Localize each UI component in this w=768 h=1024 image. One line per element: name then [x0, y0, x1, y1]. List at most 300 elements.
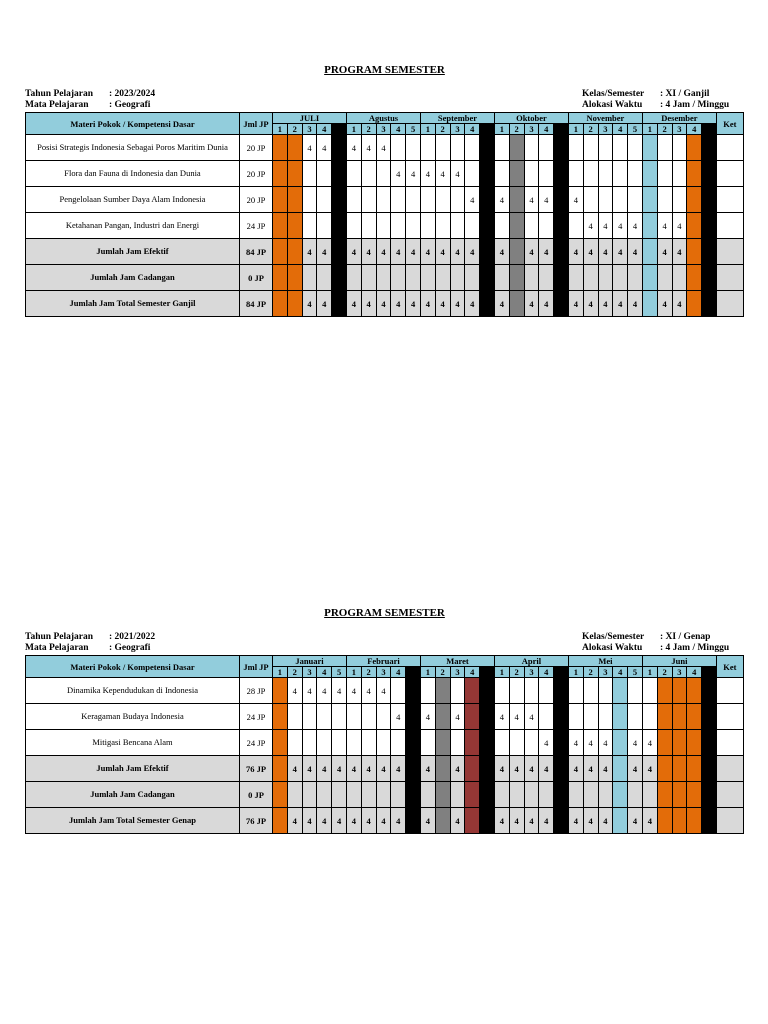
week-cell [287, 704, 302, 730]
week-cell [376, 730, 391, 756]
week-cell [672, 161, 687, 187]
week-cell [465, 161, 480, 187]
week-cell: 4 [583, 291, 598, 317]
week-cell [420, 782, 435, 808]
week-cell [346, 265, 361, 291]
week-cell: 4 [494, 239, 509, 265]
week-cell [287, 782, 302, 808]
week-cell [524, 161, 539, 187]
header-week: 3 [524, 667, 539, 678]
alokasi-label: Alokasi Waktu [582, 643, 643, 653]
week-cell: 4 [583, 730, 598, 756]
week-cell [642, 135, 657, 161]
week-cell: 4 [539, 808, 554, 834]
header-week: 5 [628, 124, 643, 135]
week-cell: 4 [361, 135, 376, 161]
week-cell [435, 213, 450, 239]
header-week: 4 [317, 124, 332, 135]
ket-cell [716, 678, 743, 704]
week-cell [376, 782, 391, 808]
kelas-value: : XI / Ganjil [660, 89, 710, 99]
week-cell [273, 704, 288, 730]
header-week: 3 [672, 667, 687, 678]
week-cell: 4 [494, 756, 509, 782]
week-cell: 4 [568, 291, 583, 317]
week-cell [568, 678, 583, 704]
week-cell [302, 187, 317, 213]
week-cell: 4 [376, 808, 391, 834]
week-cell: 4 [391, 704, 406, 730]
week-cell: 4 [406, 291, 421, 317]
week-cell [568, 265, 583, 291]
week-cell: 4 [509, 756, 524, 782]
week-cell [672, 808, 687, 834]
week-cell [317, 704, 332, 730]
jp-cell: 0 JP [240, 782, 273, 808]
week-cell [302, 782, 317, 808]
week-cell [287, 265, 302, 291]
week-cell [509, 135, 524, 161]
week-cell [642, 704, 657, 730]
week-cell [568, 161, 583, 187]
week-cell [672, 265, 687, 291]
week-cell: 4 [420, 291, 435, 317]
week-cell [687, 782, 702, 808]
week-cell: 4 [420, 756, 435, 782]
table-row [26, 239, 744, 265]
week-cell [672, 730, 687, 756]
week-cell [317, 187, 332, 213]
week-cell: 4 [435, 161, 450, 187]
header-month: Maret [420, 656, 494, 667]
week-cell: 4 [598, 213, 613, 239]
week-cell [539, 135, 554, 161]
week-cell [628, 265, 643, 291]
header-week: 3 [302, 124, 317, 135]
week-cell [524, 730, 539, 756]
week-cell: 4 [435, 239, 450, 265]
week-cell [628, 187, 643, 213]
header-week: 1 [420, 667, 435, 678]
ket-cell [716, 239, 743, 265]
header-week: 3 [598, 124, 613, 135]
week-cell [657, 756, 672, 782]
week-cell: 4 [317, 135, 332, 161]
week-cell [406, 730, 421, 756]
header-week: 4 [539, 124, 554, 135]
week-cell [332, 187, 347, 213]
week-cell [332, 161, 347, 187]
week-cell: 4 [583, 756, 598, 782]
jp-cell: 24 JP [240, 704, 273, 730]
week-cell: 4 [613, 239, 628, 265]
header-jml-jp: Jml JP [240, 656, 273, 678]
table-row [26, 782, 744, 808]
week-cell [406, 265, 421, 291]
week-cell [287, 239, 302, 265]
week-cell: 4 [361, 756, 376, 782]
week-cell: 4 [539, 291, 554, 317]
week-cell: 4 [494, 704, 509, 730]
week-cell [509, 239, 524, 265]
week-cell: 4 [302, 756, 317, 782]
week-cell [302, 730, 317, 756]
header-week [554, 667, 569, 678]
week-cell [480, 239, 495, 265]
alokasi-label: Alokasi Waktu [582, 100, 643, 110]
week-cell [702, 291, 717, 317]
week-cell [273, 213, 288, 239]
week-cell [332, 704, 347, 730]
week-cell: 4 [361, 239, 376, 265]
week-cell [273, 808, 288, 834]
week-cell [642, 187, 657, 213]
week-cell [494, 265, 509, 291]
header-week [406, 667, 421, 678]
week-cell [480, 782, 495, 808]
week-cell [702, 730, 717, 756]
week-cell [346, 704, 361, 730]
week-cell [391, 782, 406, 808]
week-cell [273, 730, 288, 756]
week-cell [465, 135, 480, 161]
week-cell: 4 [628, 213, 643, 239]
week-cell [273, 135, 288, 161]
week-cell: 4 [302, 239, 317, 265]
week-cell: 4 [583, 808, 598, 834]
week-cell [524, 265, 539, 291]
week-cell: 4 [613, 291, 628, 317]
header-month: Desember [642, 113, 716, 124]
header-week: 4 [391, 667, 406, 678]
week-cell: 4 [524, 704, 539, 730]
week-cell: 4 [628, 808, 643, 834]
tahun-value: : 2021/2022 [109, 632, 156, 642]
week-cell [332, 239, 347, 265]
header-week: 1 [420, 124, 435, 135]
meta-left [25, 89, 155, 111]
week-cell [554, 704, 569, 730]
jp-cell: 0 JP [240, 265, 273, 291]
week-cell [302, 161, 317, 187]
week-cell [672, 782, 687, 808]
week-cell [287, 291, 302, 317]
week-cell [435, 187, 450, 213]
week-cell: 4 [361, 808, 376, 834]
meta-left [25, 632, 155, 654]
week-cell [583, 782, 598, 808]
table-row [26, 161, 744, 187]
week-cell [435, 808, 450, 834]
week-cell [554, 187, 569, 213]
week-cell: 4 [598, 808, 613, 834]
week-cell [465, 213, 480, 239]
header-week: 3 [376, 667, 391, 678]
week-cell [554, 730, 569, 756]
week-cell: 4 [672, 291, 687, 317]
week-cell [657, 265, 672, 291]
week-cell [332, 265, 347, 291]
week-cell [391, 730, 406, 756]
week-cell [657, 161, 672, 187]
header-week [332, 124, 347, 135]
week-cell [568, 213, 583, 239]
week-cell [317, 161, 332, 187]
week-cell [657, 135, 672, 161]
kelas-label: Kelas/Semester [582, 632, 645, 642]
table-row [26, 187, 744, 213]
week-cell: 4 [494, 291, 509, 317]
table-row [26, 756, 744, 782]
jp-cell: 24 JP [240, 730, 273, 756]
week-cell [554, 678, 569, 704]
week-cell [687, 135, 702, 161]
week-cell [672, 756, 687, 782]
week-cell [420, 730, 435, 756]
header-jml-jp: Jml JP [240, 113, 273, 135]
week-cell [435, 730, 450, 756]
week-cell [273, 291, 288, 317]
week-cell [524, 678, 539, 704]
materi-cell: Jumlah Jam Total Semester Genap [26, 808, 240, 834]
week-cell: 4 [509, 704, 524, 730]
week-cell: 4 [642, 756, 657, 782]
week-cell [702, 161, 717, 187]
week-cell: 4 [302, 808, 317, 834]
header-week: 5 [628, 667, 643, 678]
week-cell [480, 291, 495, 317]
header-week: 1 [568, 124, 583, 135]
header-month: April [494, 656, 568, 667]
week-cell [480, 704, 495, 730]
week-cell [687, 265, 702, 291]
week-cell [273, 187, 288, 213]
week-cell [465, 678, 480, 704]
week-cell [524, 213, 539, 239]
week-cell: 4 [642, 730, 657, 756]
week-cell [480, 161, 495, 187]
week-cell: 4 [361, 678, 376, 704]
week-cell [583, 135, 598, 161]
jp-cell: 76 JP [240, 808, 273, 834]
week-cell: 4 [346, 239, 361, 265]
week-cell [628, 135, 643, 161]
week-cell [613, 135, 628, 161]
week-cell [361, 161, 376, 187]
table-row [26, 213, 744, 239]
week-cell: 4 [420, 704, 435, 730]
week-cell [598, 782, 613, 808]
header-week: 2 [435, 667, 450, 678]
kelas-label: Kelas/Semester [582, 89, 645, 99]
week-cell: 4 [391, 161, 406, 187]
week-cell [687, 756, 702, 782]
week-cell [302, 213, 317, 239]
week-cell [494, 161, 509, 187]
week-cell: 4 [391, 808, 406, 834]
week-cell [687, 678, 702, 704]
week-cell [480, 756, 495, 782]
week-cell: 4 [583, 213, 598, 239]
header-week: 4 [465, 667, 480, 678]
week-cell [642, 213, 657, 239]
week-cell [687, 187, 702, 213]
week-cell: 4 [420, 808, 435, 834]
week-cell [465, 704, 480, 730]
week-cell [598, 265, 613, 291]
week-cell [361, 265, 376, 291]
week-cell [702, 135, 717, 161]
header-week: 4 [687, 124, 702, 135]
week-cell [435, 678, 450, 704]
week-cell [687, 239, 702, 265]
week-cell [672, 187, 687, 213]
week-cell: 4 [346, 678, 361, 704]
week-cell: 4 [391, 291, 406, 317]
week-cell [494, 678, 509, 704]
week-cell [702, 704, 717, 730]
week-cell [420, 265, 435, 291]
week-cell [376, 187, 391, 213]
week-cell: 4 [598, 730, 613, 756]
week-cell [598, 161, 613, 187]
week-cell [642, 291, 657, 317]
header-week [702, 667, 717, 678]
week-cell [642, 239, 657, 265]
jp-cell: 28 JP [240, 678, 273, 704]
header-month: Mei [568, 656, 642, 667]
week-cell [391, 265, 406, 291]
week-cell: 4 [657, 239, 672, 265]
week-cell [598, 678, 613, 704]
table-row [26, 678, 744, 704]
week-cell [317, 730, 332, 756]
week-cell [702, 808, 717, 834]
ket-cell [716, 808, 743, 834]
header-month: Juni [642, 656, 716, 667]
week-cell [361, 187, 376, 213]
week-cell: 4 [598, 756, 613, 782]
week-cell [420, 187, 435, 213]
week-cell [702, 678, 717, 704]
week-cell [406, 704, 421, 730]
week-cell: 4 [598, 239, 613, 265]
week-cell [657, 678, 672, 704]
header-month: November [568, 113, 642, 124]
header-month: September [420, 113, 494, 124]
week-cell [480, 678, 495, 704]
header-week: 2 [509, 124, 524, 135]
week-cell [494, 782, 509, 808]
week-cell: 4 [568, 239, 583, 265]
table-row [26, 704, 744, 730]
week-cell [450, 782, 465, 808]
week-cell [287, 213, 302, 239]
week-cell: 4 [420, 161, 435, 187]
week-cell [287, 161, 302, 187]
week-cell: 4 [302, 678, 317, 704]
week-cell [465, 808, 480, 834]
header-week: 1 [346, 124, 361, 135]
header-month: Januari [273, 656, 347, 667]
week-cell [657, 730, 672, 756]
semester-ganjil-section [25, 64, 744, 324]
week-cell [642, 782, 657, 808]
week-cell [554, 808, 569, 834]
header-week: 3 [376, 124, 391, 135]
program-semester-table [25, 112, 744, 317]
week-cell: 4 [317, 239, 332, 265]
week-cell [642, 161, 657, 187]
week-cell [273, 782, 288, 808]
week-cell [613, 782, 628, 808]
tahun-label: Tahun Pelajaran [25, 632, 94, 642]
table-row [26, 265, 744, 291]
week-cell: 4 [391, 239, 406, 265]
meta-right [582, 632, 729, 654]
week-cell [509, 678, 524, 704]
week-cell [657, 187, 672, 213]
week-cell [554, 782, 569, 808]
ket-cell [716, 756, 743, 782]
week-cell: 4 [568, 808, 583, 834]
week-cell [273, 678, 288, 704]
week-cell [361, 213, 376, 239]
week-cell: 4 [376, 291, 391, 317]
week-cell [317, 265, 332, 291]
week-cell [376, 161, 391, 187]
week-cell: 4 [450, 239, 465, 265]
week-cell [642, 678, 657, 704]
semester-genap-section [25, 607, 744, 837]
week-cell [583, 187, 598, 213]
week-cell [465, 265, 480, 291]
header-month: Oktober [494, 113, 568, 124]
header-week: 3 [598, 667, 613, 678]
table-row [26, 135, 744, 161]
week-cell [539, 704, 554, 730]
week-cell [273, 239, 288, 265]
week-cell [509, 265, 524, 291]
header-week: 2 [657, 667, 672, 678]
week-cell [346, 187, 361, 213]
week-cell [539, 213, 554, 239]
header-week [554, 124, 569, 135]
mapel-value: : Geografi [109, 100, 151, 110]
week-cell: 4 [302, 135, 317, 161]
week-cell [332, 782, 347, 808]
header-week [480, 667, 495, 678]
week-cell [302, 265, 317, 291]
week-cell [657, 782, 672, 808]
header-week: 5 [332, 667, 347, 678]
ket-cell [716, 291, 743, 317]
week-cell: 4 [628, 730, 643, 756]
week-cell [435, 265, 450, 291]
week-cell [583, 265, 598, 291]
week-cell [702, 213, 717, 239]
mapel-label: Mata Pelajaran [25, 100, 89, 110]
ket-cell [716, 265, 743, 291]
materi-cell: Flora dan Fauna di Indonesia dan Dunia [26, 161, 240, 187]
week-cell [613, 808, 628, 834]
week-cell [509, 187, 524, 213]
week-cell [406, 213, 421, 239]
week-cell: 4 [376, 756, 391, 782]
week-cell [435, 782, 450, 808]
week-cell [406, 808, 421, 834]
week-cell: 4 [376, 239, 391, 265]
